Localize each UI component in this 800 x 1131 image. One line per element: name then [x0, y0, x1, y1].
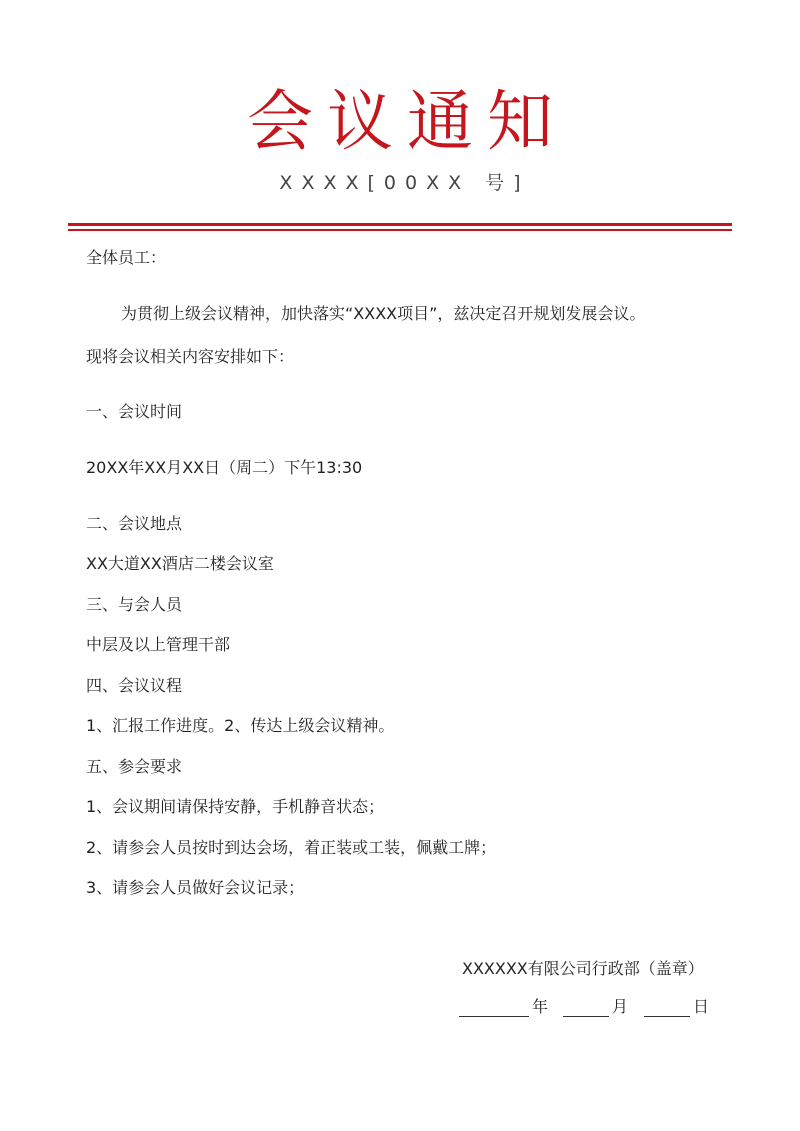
year-blank — [459, 1016, 529, 1017]
intro-paragraph-line-2: 现将会议相关内容安排如下： — [86, 347, 295, 366]
month-label: 月 — [612, 997, 629, 1016]
day-blank — [644, 1016, 690, 1017]
section-content-agenda: 1、汇报工作进度。2、传达上级会议精神。 — [86, 716, 395, 735]
year-label: 年 — [532, 997, 549, 1016]
notice-title: 会议通知 — [247, 83, 567, 160]
intro-paragraph-line-1: 为贯彻上级会议精神，加快落实“XXXX项目”，兹决定召开规划发展会议。 — [121, 304, 646, 323]
section-heading-requirements: 五、参会要求 — [86, 757, 183, 776]
section-heading-location: 二、会议地点 — [86, 514, 183, 533]
section-heading-attendees: 三、与会人员 — [86, 595, 183, 614]
section-content-time: 20XX年XX月XX日（周二）下午13:30 — [86, 458, 363, 477]
requirement-item: 1、会议期间请保持安静，手机静音状态； — [86, 797, 385, 816]
salutation: 全体员工： — [86, 248, 167, 267]
signature-date — [459, 996, 719, 1020]
day-label: 日 — [693, 997, 710, 1016]
section-content-attendees: 中层及以上管理干部 — [86, 635, 231, 654]
issuer-signature: XXXXXX有限公司行政部（盖章） — [462, 959, 704, 978]
requirement-item: 3、请参会人员做好会议记录； — [86, 878, 305, 897]
document-number: XXXX[00XX 号] — [279, 172, 530, 194]
section-heading-time: 一、会议时间 — [86, 402, 183, 421]
header-divider-thick — [68, 223, 732, 226]
requirement-item: 2、请参会人员按时到达会场，着正装或工装，佩戴工牌； — [86, 838, 497, 857]
section-heading-agenda: 四、会议议程 — [86, 676, 183, 695]
month-blank — [563, 1016, 609, 1017]
header-divider-thin — [68, 229, 732, 231]
section-content-location: XX大道XX酒店二楼会议室 — [86, 554, 274, 573]
